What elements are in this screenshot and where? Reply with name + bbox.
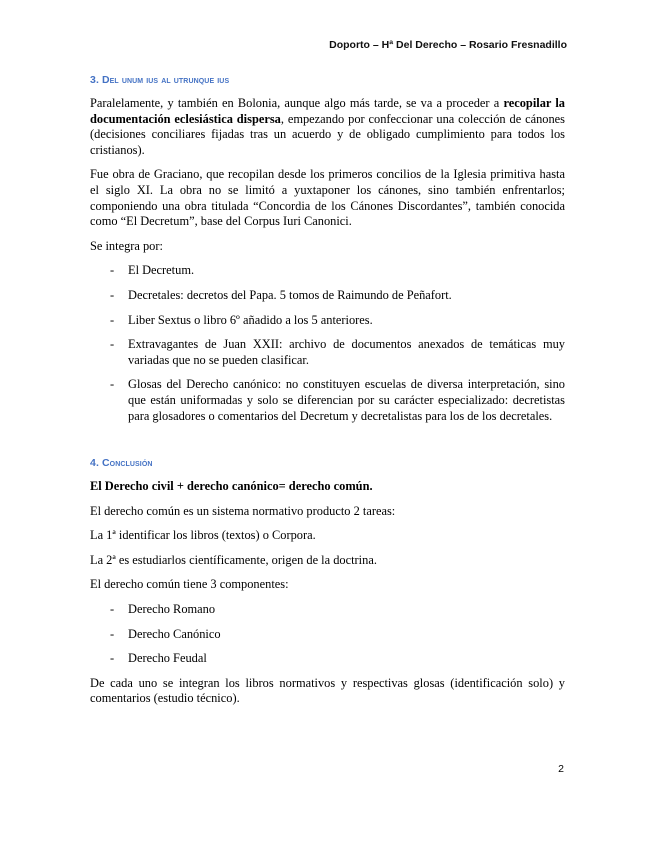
section-4-paragraph-3: La 2ª es estudiarlos científicamente, origen de la doctrina. [90,552,377,567]
list-item-text: Derecho Canónico [128,626,221,641]
dash-marker: - [110,287,115,302]
p1-text-bold: recopilar la documentación eclesiástica dispersa [90,96,566,126]
section-4-paragraph-2: La 1ª identificar los libros (textos) o Corpora. [90,528,316,543]
list-item [90,651,565,667]
page-number: 2 [558,763,564,775]
section-4-title: 4. Conclusión [90,457,153,470]
list-item-text: Liber Sextus o libro 6º añadido a los 5 anteriores. [128,312,373,327]
list-item-text: Extravagantes de Juan XXII: archivo de documentos anexados de temáticas muy variadas que no se pueden clasificar. [128,337,565,367]
dash-marker: - [110,651,115,666]
section-4-paragraph-4: El derecho común tiene 3 componentes: [90,577,289,592]
list-item-text: El Decretum. [128,263,195,278]
list-item [90,288,565,304]
list-item-text: Decretales: decretos del Papa. 5 tomos de Raimundo de Peñafort. [128,287,452,302]
p1-text-after: , empezando por confeccionar una colección de cánones (decisiones conciliares fijadas tras un acuerdo y de obligado cumplimiento para todos los cristianos). [90,111,565,157]
dash-marker: - [110,312,115,327]
section-3-list [90,263,565,424]
dash-marker: - [110,626,115,641]
list-item-text: Derecho Feudal [128,651,207,666]
page-header: Doporto – Hª Del Derecho – Rosario Fresnadillo [329,39,567,51]
p1-text-before: Paralelamente, y también en Bolonia, aunque algo más tarde, se va a proceder a [90,96,504,110]
list-item-text: Derecho Romano [128,602,216,617]
list-item [90,602,565,618]
dash-marker: - [110,337,115,352]
section-4-list [90,602,565,667]
section-4-bold-statement [90,479,565,495]
page-content [90,74,565,716]
section-4-paragraph-1: El derecho común es un sistema normativo producto 2 tareas: [90,503,396,518]
bold-statement-text: El Derecho civil + derecho canónico= derecho común. [90,479,373,494]
list-item-text: Glosas del Derecho canónico: no constituyen escuelas de diversa interpretación, sino que están uniformadas y solo se diferencian por su carácter especializado: decretistas para glosadores o comentarios del Decretum y decretalistas para los de los decretales. [128,377,565,423]
section-3-paragraph-1 [90,96,565,158]
list-item [90,627,565,643]
list-item [90,377,565,424]
section-4-paragraph-5: De cada uno se integran los libros normativos y respectivas glosas (identificación solo) y comentarios (estudio técnico). [90,675,565,706]
dash-marker: - [110,263,115,278]
section-3-paragraph-3: Se integra por: [90,238,163,253]
list-item [90,337,565,368]
list-item [90,263,565,279]
section-3-paragraph-2: Fue obra de Graciano, que recopilan desde los primeros concilios de la Iglesia primitiva hasta el siglo XI. La obra no se limitó a yuxtaponer los cánones, sino también enfrentarlos; componiendo una obra titulada “Concordia de los Cánones Discordantes”, también conocida como “El Decretum”, base del Corpus Iuri Canonici. [90,167,565,229]
section-3-title: 3. Del unum ius al utrunque ius [90,74,230,86]
dash-marker: - [110,602,115,617]
list-item [90,313,565,329]
section-spacer [90,433,565,451]
dash-marker: - [110,377,115,392]
